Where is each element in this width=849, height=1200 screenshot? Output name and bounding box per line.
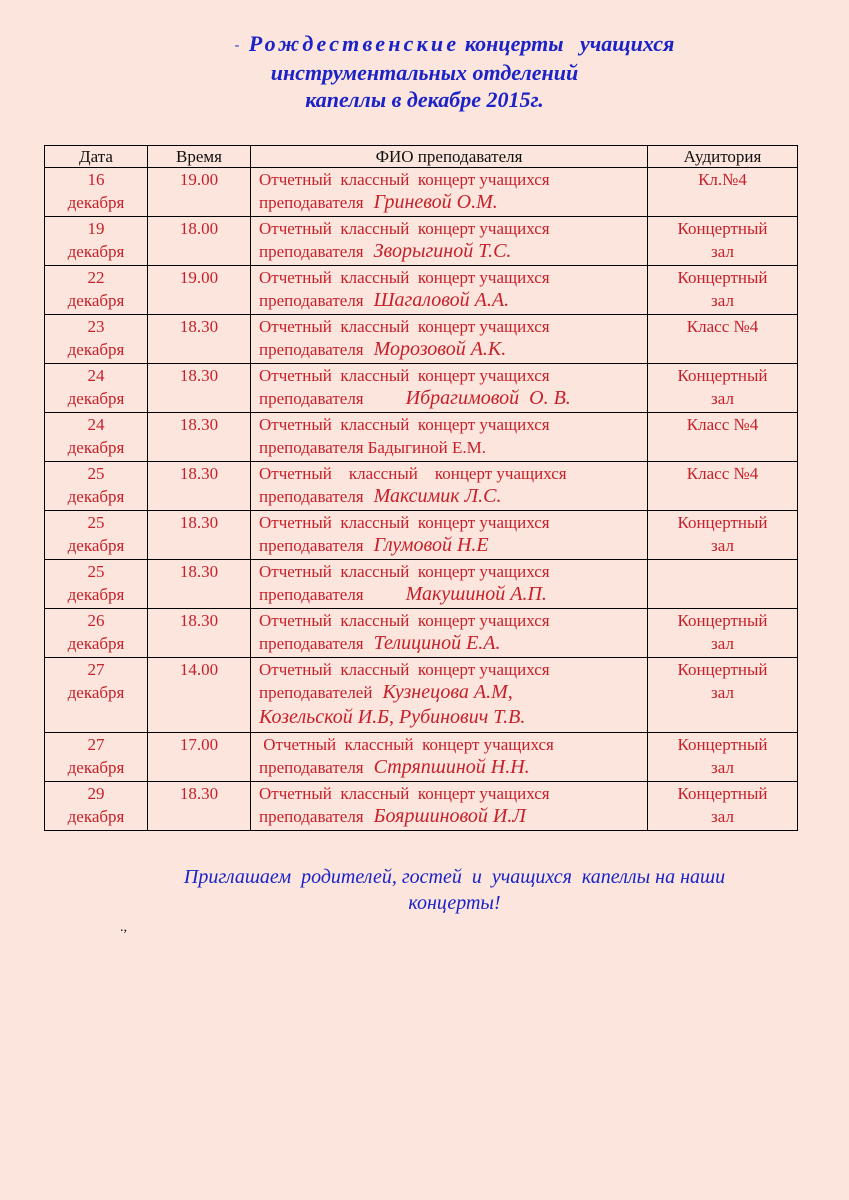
date-day: 19: [87, 219, 105, 238]
concert-description: Отчетный классный концерт учащихся: [259, 170, 550, 189]
teacher-name: Стряпшиной Н.Н.: [373, 756, 530, 778]
teacher-prefix: преподавателя: [259, 389, 364, 408]
stray-mark: .,: [120, 920, 127, 935]
cell-date: [45, 217, 148, 266]
date-day: 27: [87, 735, 105, 754]
cell-time: [148, 733, 251, 782]
room-line1: Концертный: [677, 660, 768, 679]
teacher-line: [259, 583, 647, 606]
table-row: [45, 168, 798, 217]
room-line1: Концертный: [677, 735, 768, 754]
room-line1: Концертный: [677, 219, 768, 238]
cell-teacher: [251, 609, 648, 658]
room-line1: Концертный: [677, 513, 768, 532]
date-month: декабря: [67, 758, 125, 777]
cell-teacher: [251, 315, 648, 364]
concert-schedule-table: [44, 145, 798, 831]
teacher-prefix: преподавателя: [259, 758, 364, 777]
cell-date: [45, 315, 148, 364]
table-row: [45, 511, 798, 560]
teacher-name: Зворыгиной Т.С.: [373, 240, 512, 262]
cell-time: [148, 511, 251, 560]
teacher-prefix: преподавателя: [259, 291, 364, 310]
cell-teacher: [251, 658, 648, 733]
page-title: [0, 30, 849, 113]
header-time: Время: [148, 146, 251, 168]
room-line1: Класс №4: [686, 464, 759, 483]
teacher-line: [259, 632, 647, 655]
date-day: 25: [87, 562, 105, 581]
date-day: 25: [87, 513, 105, 532]
date-day: 23: [87, 317, 105, 336]
concert-description: Отчетный классный концерт учащихся: [259, 317, 550, 336]
cell-teacher: [251, 511, 648, 560]
teacher-prefix: преподавателей: [259, 683, 373, 702]
teacher-line: [259, 534, 647, 557]
cell-teacher: [251, 560, 648, 609]
teacher-line: [259, 191, 647, 214]
date-day: 24: [87, 415, 105, 434]
date-month: декабря: [67, 291, 125, 310]
header-room: Аудитория: [648, 146, 798, 168]
concert-description: Отчетный классный концерт учащихся: [259, 219, 550, 238]
room-line1: Класс №4: [686, 415, 759, 434]
cell-room: [648, 462, 798, 511]
cell-teacher: [251, 782, 648, 831]
teacher-prefix: преподавателя: [259, 634, 364, 653]
invitation-line1: Приглашаем родителей, гостей и учащихся капеллы на наши: [183, 866, 726, 888]
cell-date: [45, 733, 148, 782]
time-value: 19.00: [179, 170, 219, 189]
header-teacher: ФИО преподавателя: [251, 146, 648, 168]
cell-time: [148, 266, 251, 315]
cell-time: [148, 609, 251, 658]
concert-description: Отчетный классный концерт учащихся: [259, 784, 550, 803]
teacher-line: [259, 240, 647, 263]
table-row: [45, 266, 798, 315]
concert-description: Отчетный классный концерт учащихся: [259, 562, 550, 581]
cell-teacher: [251, 462, 648, 511]
date-month: декабря: [67, 585, 125, 604]
time-value: 17.00: [179, 735, 219, 754]
teacher-name: Гриневой О.М.: [373, 191, 498, 213]
room-line1: Кл.№4: [698, 170, 747, 189]
date-month: декабря: [67, 683, 125, 702]
time-value: 19.00: [179, 268, 219, 287]
cell-date: [45, 413, 148, 462]
cell-time: [148, 413, 251, 462]
cell-date: [45, 560, 148, 609]
teacher-prefix: преподавателя: [259, 340, 364, 359]
teacher-name: Бояршиновой И.Л: [373, 805, 526, 827]
teacher-line: [259, 338, 647, 361]
cell-room: [648, 782, 798, 831]
invitation-line2: концерты!: [408, 892, 501, 914]
time-value: 18.00: [179, 219, 219, 238]
time-value: 18.30: [179, 366, 219, 385]
room-line2: зал: [711, 807, 734, 826]
table-row: [45, 609, 798, 658]
cell-date: [45, 658, 148, 733]
date-month: декабря: [67, 389, 125, 408]
concert-description: Отчетный классный концерт учащихся: [259, 366, 550, 385]
date-month: декабря: [67, 340, 125, 359]
concert-description: Отчетный классный концерт учащихся: [259, 611, 550, 630]
teacher-name: Шагаловой А.А.: [373, 289, 510, 311]
time-value: 18.30: [179, 513, 219, 532]
teacher-line: [259, 436, 647, 459]
concert-description: Отчетный классный концерт учащихся: [259, 268, 550, 287]
cell-time: [148, 315, 251, 364]
teacher-name: Морозовой А.К.: [373, 338, 507, 360]
date-month: декабря: [67, 438, 125, 457]
time-value: 18.30: [179, 562, 219, 581]
cell-time: [148, 364, 251, 413]
table-row: [45, 217, 798, 266]
date-day: 25: [87, 464, 105, 483]
cell-time: [148, 462, 251, 511]
title-line1-rest: концерты учащихся: [464, 31, 675, 56]
cell-time: [148, 658, 251, 733]
teacher-line: [259, 681, 647, 704]
table-row: [45, 315, 798, 364]
cell-date: [45, 511, 148, 560]
teacher-name: Ибрагимовой О. В.: [405, 387, 571, 409]
cell-room: [648, 658, 798, 733]
time-value: 18.30: [179, 415, 219, 434]
teacher-line: [259, 485, 647, 508]
concert-description: Отчетный классный концерт учащихся: [259, 660, 550, 679]
time-value: 18.30: [179, 784, 219, 803]
teacher-line: [259, 387, 647, 410]
cell-time: [148, 168, 251, 217]
teacher-prefix: преподавателя: [259, 438, 364, 457]
teacher-prefix: преподавателя: [259, 807, 364, 826]
date-day: 16: [87, 170, 105, 189]
teacher-prefix: преподавателя: [259, 487, 364, 506]
room-line1: Концертный: [677, 268, 768, 287]
title-line2: инструментальных отделений: [270, 60, 579, 86]
title-dash: -: [234, 38, 240, 54]
table-row: [45, 733, 798, 782]
cell-teacher: [251, 217, 648, 266]
teacher-line: [259, 289, 647, 312]
teacher-name: Бадыгиной Е.М.: [367, 438, 487, 457]
time-value: 18.30: [179, 464, 219, 483]
cell-teacher: [251, 733, 648, 782]
teacher-prefix: преподавателя: [259, 193, 364, 212]
cell-date: [45, 462, 148, 511]
room-line1: Класс №4: [686, 317, 759, 336]
title-word-spaced: Рождественские: [248, 31, 460, 56]
room-line2: зал: [711, 683, 734, 702]
table-header-row: [45, 146, 798, 168]
cell-room: [648, 511, 798, 560]
date-day: 29: [87, 784, 105, 803]
cell-teacher: [251, 364, 648, 413]
room-line1: Концертный: [677, 366, 768, 385]
teacher-prefix: преподавателя: [259, 242, 364, 261]
date-day: 27: [87, 660, 105, 679]
date-day: 26: [87, 611, 105, 630]
table-row: [45, 782, 798, 831]
teacher-name: Глумовой Н.Е: [373, 534, 489, 556]
title-line3: капеллы в декабре 2015г.: [305, 87, 544, 113]
cell-teacher: [251, 413, 648, 462]
room-line2: зал: [711, 242, 734, 261]
cell-room: [648, 168, 798, 217]
concert-description: Отчетный классный концерт учащихся: [259, 513, 550, 532]
table-row: [45, 560, 798, 609]
invitation-text: [0, 864, 849, 916]
cell-date: [45, 266, 148, 315]
table-row: [45, 364, 798, 413]
concert-description: Отчетный классный концерт учащихся: [259, 464, 567, 483]
cell-teacher: [251, 266, 648, 315]
cell-room: [648, 315, 798, 364]
cell-room: [648, 413, 798, 462]
room-line2: зал: [711, 758, 734, 777]
teacher-name-cont: Козельской И.Б, Рубинович Т.В.: [259, 706, 526, 728]
cell-time: [148, 782, 251, 831]
cell-date: [45, 782, 148, 831]
cell-time: [148, 217, 251, 266]
date-day: 24: [87, 366, 105, 385]
concert-description: Отчетный классный концерт учащихся: [259, 415, 550, 434]
date-day: 22: [87, 268, 105, 287]
cell-date: [45, 364, 148, 413]
date-month: декабря: [67, 193, 125, 212]
cell-room: [648, 733, 798, 782]
cell-room: [648, 560, 798, 609]
teacher-name: Максимик Л.С.: [373, 485, 502, 507]
cell-room: [648, 364, 798, 413]
table-row: [45, 658, 798, 733]
cell-room: [648, 266, 798, 315]
date-month: декабря: [67, 487, 125, 506]
teacher-name: Телициной Е.А.: [373, 632, 501, 654]
teacher-line: [259, 756, 647, 779]
concert-description: Отчетный классный концерт учащихся: [259, 735, 554, 754]
table-row: [45, 413, 798, 462]
time-value: 18.30: [179, 611, 219, 630]
date-month: декабря: [67, 536, 125, 555]
cell-room: [648, 609, 798, 658]
teacher-line: [259, 805, 647, 828]
room-line2: зал: [711, 536, 734, 555]
teacher-prefix: преподавателя: [259, 536, 364, 555]
time-value: 14.00: [179, 660, 219, 679]
date-month: декабря: [67, 242, 125, 261]
date-month: декабря: [67, 807, 125, 826]
teacher-name: Макушиной А.П.: [405, 583, 547, 605]
room-line2: зал: [711, 389, 734, 408]
table-row: [45, 462, 798, 511]
cell-date: [45, 168, 148, 217]
room-line1: Концертный: [677, 784, 768, 803]
cell-date: [45, 609, 148, 658]
teacher-name: Кузнецова А.М,: [382, 681, 513, 703]
room-line1: Концертный: [677, 611, 768, 630]
cell-room: [648, 217, 798, 266]
teacher-prefix: преподавателя: [259, 585, 364, 604]
time-value: 18.30: [179, 317, 219, 336]
date-month: декабря: [67, 634, 125, 653]
room-line2: зал: [711, 291, 734, 310]
header-date: Дата: [45, 146, 148, 168]
cell-teacher: [251, 168, 648, 217]
cell-time: [148, 560, 251, 609]
room-line2: зал: [711, 634, 734, 653]
